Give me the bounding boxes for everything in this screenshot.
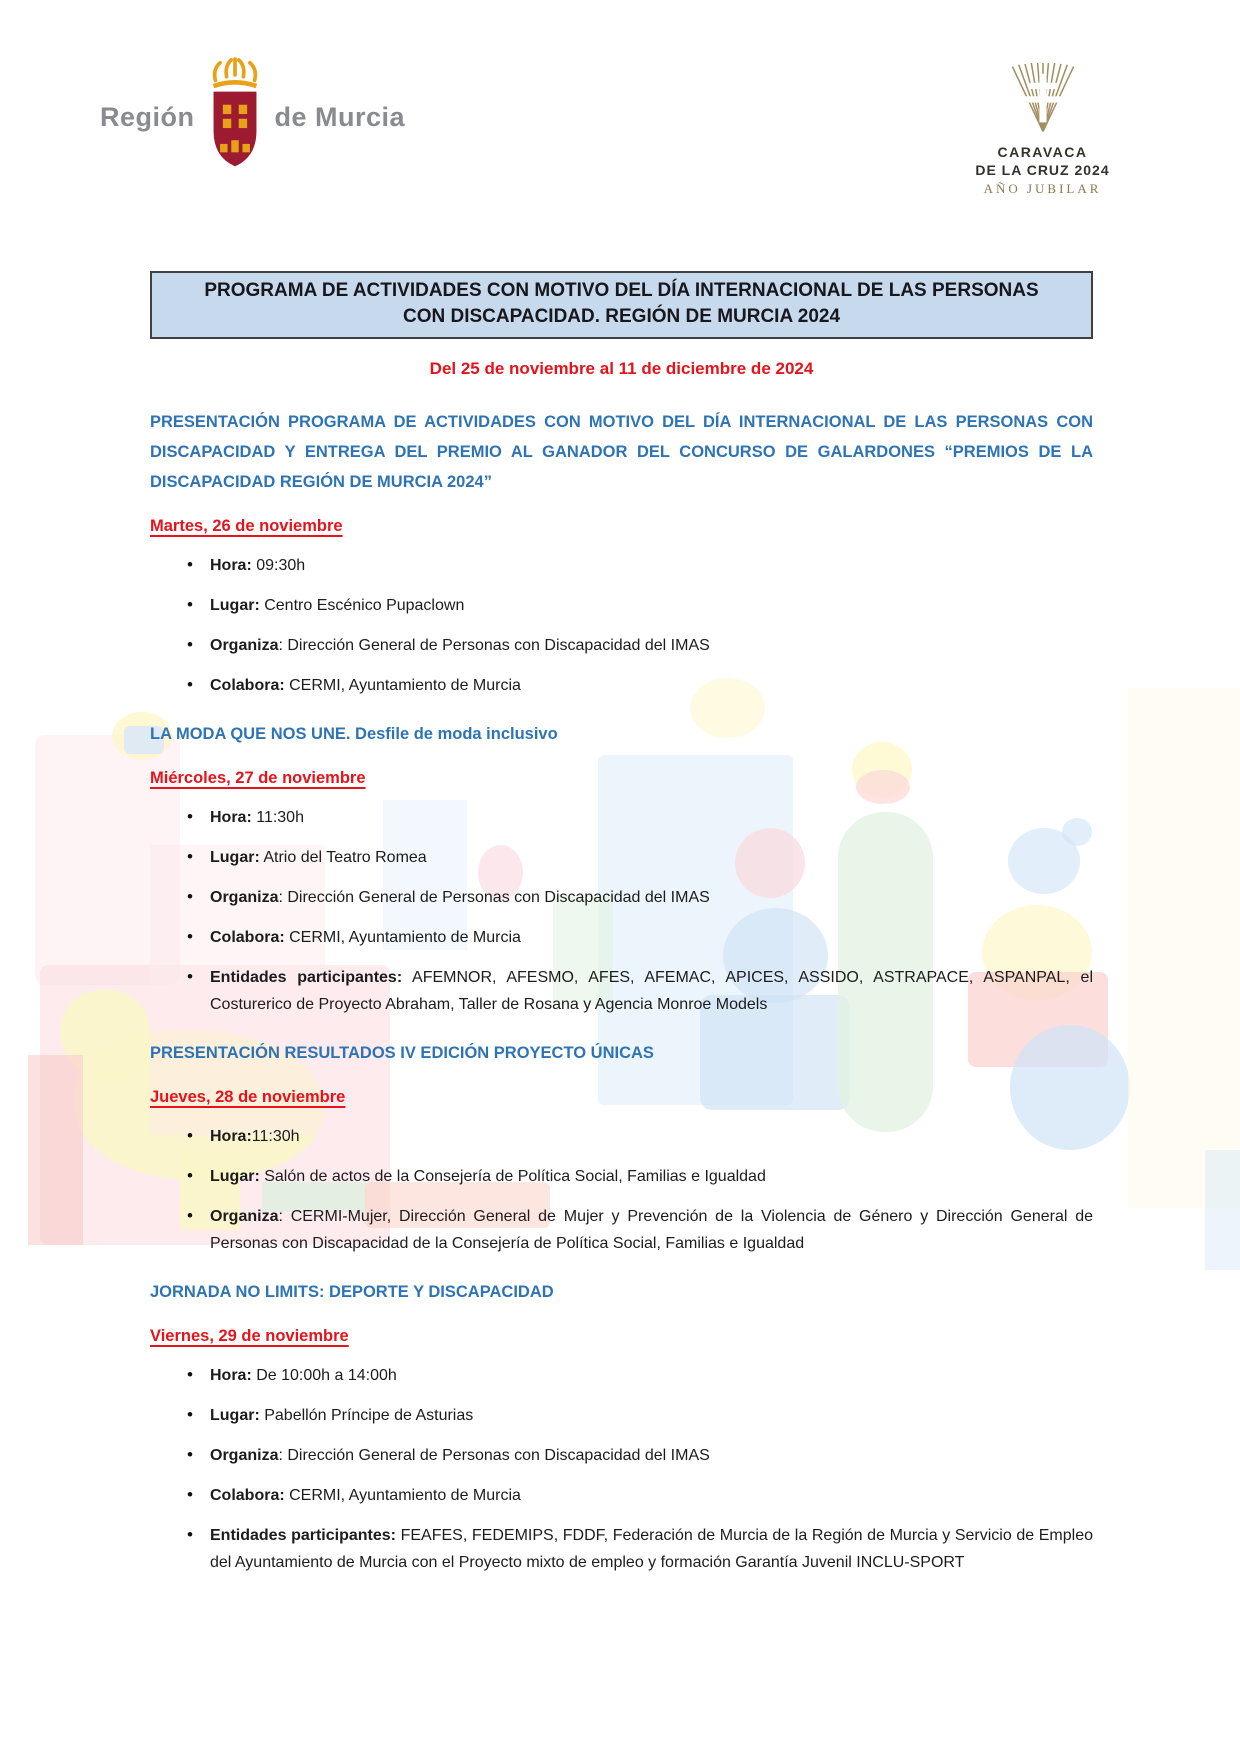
detail-text: De 10:00h a 14:00h xyxy=(251,1367,397,1384)
murcia-crest-icon xyxy=(207,55,263,180)
detail-label: Hora: xyxy=(210,1367,252,1384)
detail-label: Colabora: xyxy=(210,929,285,946)
detail-text: CERMI, Ayuntamiento de Murcia xyxy=(284,929,521,946)
detail-label: Lugar: xyxy=(210,849,260,866)
detail-text: Atrio del Teatro Romea xyxy=(259,849,427,866)
detail-label: Colabora: xyxy=(210,677,285,694)
detail-label: Organiza xyxy=(210,637,279,654)
detail-label: Organiza xyxy=(210,1447,279,1464)
detail-text: Salón de actos de la Consejería de Política Social, Familias e Igualdad xyxy=(259,1168,766,1185)
event-date-heading: Jueves, 28 de noviembre xyxy=(150,1088,346,1106)
detail-label: Organiza xyxy=(210,1208,279,1225)
detail-text: 11:30h xyxy=(251,1128,300,1145)
detail-item xyxy=(150,1402,1093,1429)
detail-label: Lugar: xyxy=(210,1407,260,1424)
detail-text: : Dirección General de Personas con Discapacidad del IMAS xyxy=(278,1447,710,1464)
detail-label: Lugar: xyxy=(210,597,260,614)
detail-label: Lugar: xyxy=(210,1168,260,1185)
event-title: LA MODA QUE NOS UNE. Desfile de moda inclusivo xyxy=(150,725,558,743)
caravaca-line2: DE LA CRUZ 2024 xyxy=(975,162,1110,178)
detail-item xyxy=(150,1482,1093,1509)
detail-label: Hora: xyxy=(210,809,252,826)
detail-item xyxy=(150,804,1093,831)
detail-item xyxy=(150,592,1093,619)
detail-text: FEAFES, FEDEMIPS, FDDF, Federación de Murcia de la Región de Murcia y Servicio de Empleo del Ayuntamiento de Murcia con el Proyecto mixto de empleo y formación Garantía Juvenil INCLU-SPORT xyxy=(210,1527,1094,1571)
detail-text: CERMI, Ayuntamiento de Murcia xyxy=(284,677,521,694)
detail-item xyxy=(150,1362,1093,1389)
page-header xyxy=(100,0,1150,196)
detail-text: : CERMI-Mujer, Dirección General de Mujer y Prevención de la Violencia de Género y Dirección General de Personas con Discapacidad de la Consejería de Política Social, Familias e Igualdad xyxy=(210,1208,1093,1252)
detail-label: Entidades participantes: xyxy=(210,969,403,986)
detail-item xyxy=(150,924,1093,951)
detail-item xyxy=(150,552,1093,579)
detail-label: Colabora: xyxy=(210,1487,285,1504)
detail-item xyxy=(150,632,1093,659)
detail-text: 09:30h xyxy=(251,557,306,574)
detail-item xyxy=(150,1123,1093,1150)
caravaca-line3: AÑO JUBILAR xyxy=(983,181,1102,196)
event-date-heading: Miércoles, 27 de noviembre xyxy=(150,769,366,787)
detail-text: AFEMNOR, AFESMO, AFES, AFEMAC, APICES, ASSIDO, ASTRAPACE, ASPANPAL, el Costurerico de Proyecto Abraham, Taller de Rosana y Agencia Monroe Models xyxy=(210,969,1093,1013)
detail-text: Pabellón Príncipe de Asturias xyxy=(259,1407,474,1424)
event-title: PRESENTACIÓN RESULTADOS IV EDICIÓN PROYECTO ÚNICAS xyxy=(150,1044,654,1062)
detail-item xyxy=(150,1203,1093,1257)
detail-item xyxy=(150,1442,1093,1469)
detail-label: Organiza xyxy=(210,889,279,906)
title-box xyxy=(150,271,1093,339)
event-details-list xyxy=(150,804,1093,1018)
detail-text: : Dirección General de Personas con Discapacidad del IMAS xyxy=(278,637,710,654)
detail-item xyxy=(150,884,1093,911)
event-details-list xyxy=(150,552,1093,699)
title-line-2: CON DISCAPACIDAD. REGIÓN DE MURCIA 2024 xyxy=(402,306,841,327)
detail-item xyxy=(150,1163,1093,1190)
detail-label: Hora: xyxy=(210,1128,252,1145)
detail-text: Centro Escénico Pupaclown xyxy=(259,597,465,614)
detail-label: Entidades participantes: xyxy=(210,1527,396,1544)
detail-item xyxy=(150,1522,1093,1576)
detail-label: Hora: xyxy=(210,557,252,574)
region-de-murcia-logo xyxy=(100,55,405,180)
detail-item xyxy=(150,844,1093,871)
event-title: PRESENTACIÓN PROGRAMA DE ACTIVIDADES CON MOTIVO DEL DÍA INTERNACIONAL DE LAS PERSONAS CON DISCAPACIDAD Y ENTREGA DEL PREMIO AL GANADOR DEL CONCURSO DE GALARDONES “PREMIOS DE LA DISCAPACIDAD REGIÓN DE MURCIA 2024” xyxy=(150,413,1093,491)
events-section xyxy=(150,407,1093,1576)
de-murcia-text: de Murcia xyxy=(274,102,406,132)
event-date-heading: Viernes, 29 de noviembre xyxy=(150,1327,349,1345)
detail-text: : Dirección General de Personas con Discapacidad del IMAS xyxy=(278,889,710,906)
event-title: JORNADA NO LIMITS: DEPORTE Y DISCAPACIDAD xyxy=(150,1283,554,1301)
detail-item xyxy=(150,964,1093,1018)
detail-text: 11:30h xyxy=(251,809,304,826)
date-range-heading: Del 25 de noviembre al 11 de diciembre de 2024 xyxy=(429,359,814,378)
event-details-list xyxy=(150,1123,1093,1257)
caravaca-cross-icon xyxy=(1007,63,1079,140)
caravaca-line1: CARAVACA xyxy=(997,144,1088,160)
title-line-1: PROGRAMA DE ACTIVIDADES CON MOTIVO DEL DÍA INTERNACIONAL DE LAS PERSONAS xyxy=(204,280,1039,301)
detail-text: CERMI, Ayuntamiento de Murcia xyxy=(284,1487,521,1504)
event-date-heading: Martes, 26 de noviembre xyxy=(150,517,343,535)
event-details-list xyxy=(150,1362,1093,1576)
caravaca-logo xyxy=(935,63,1150,197)
detail-item xyxy=(150,672,1093,699)
region-text: Región xyxy=(100,102,195,132)
